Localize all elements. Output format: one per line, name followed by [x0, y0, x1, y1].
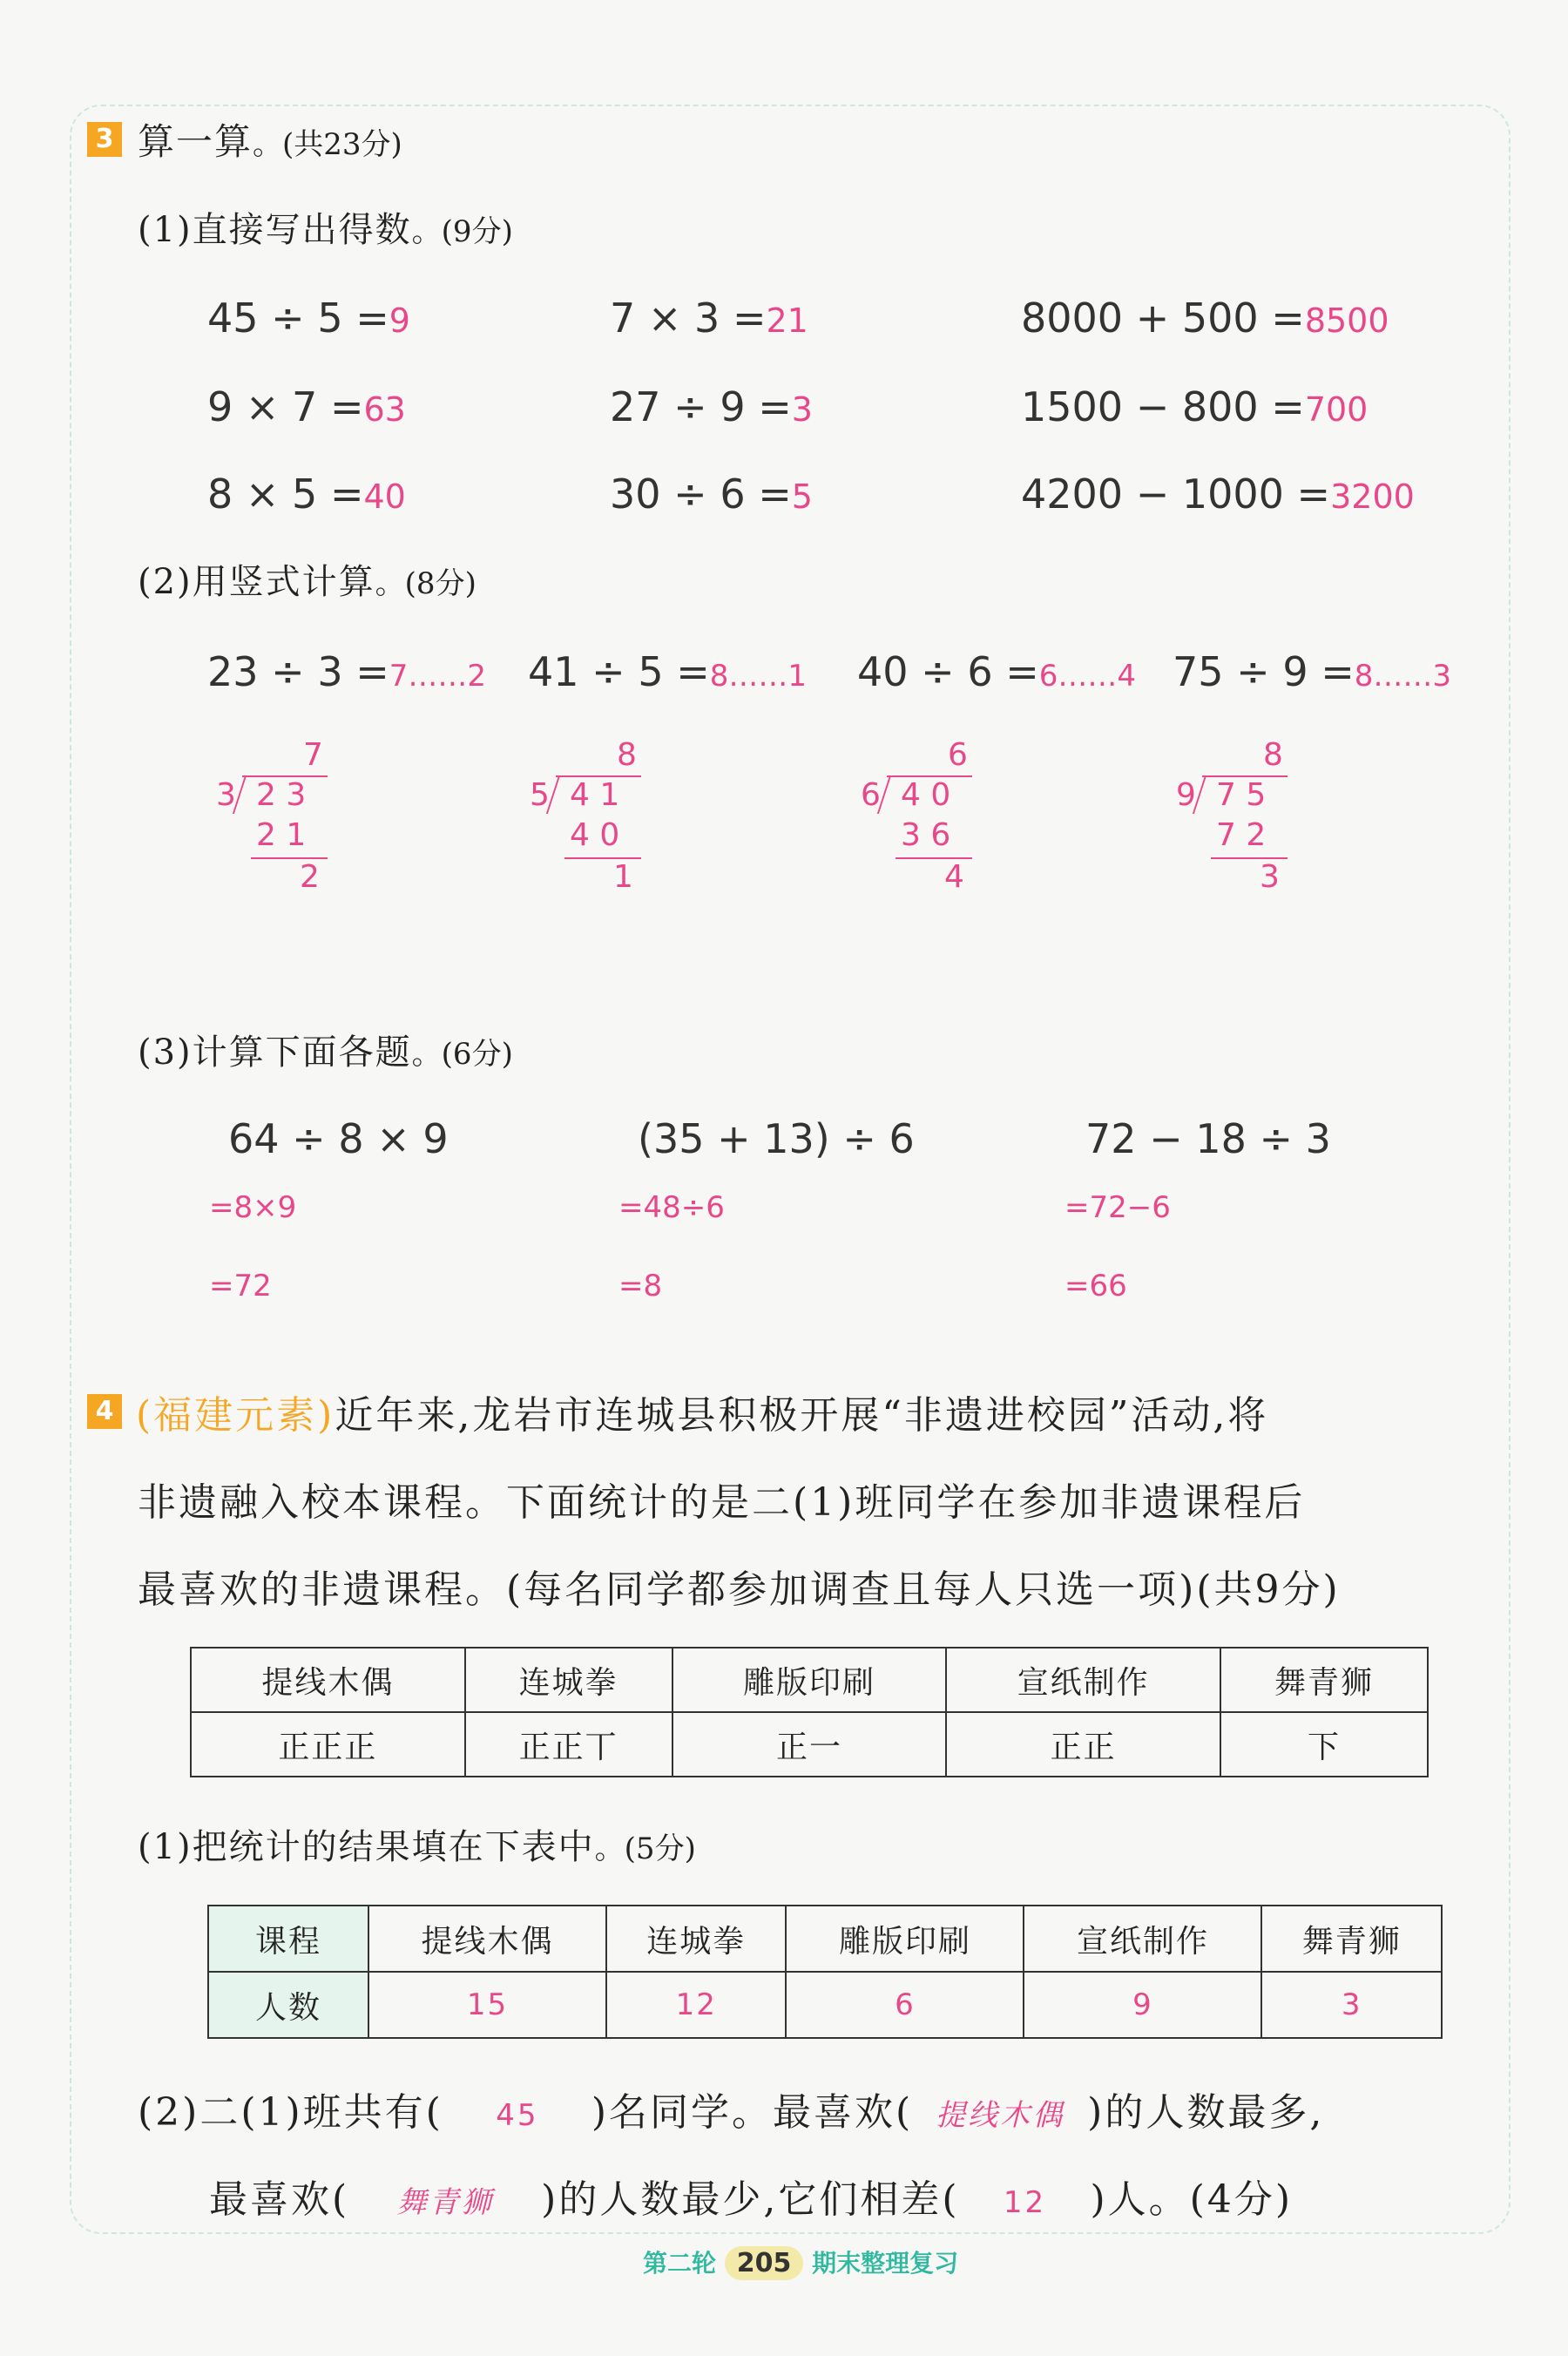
ld-remainder: 2: [300, 859, 320, 895]
page-number: 205: [725, 2246, 804, 2280]
division-question: 75 ÷ 9 =: [1173, 648, 1355, 695]
ld-quotient: 8: [617, 737, 637, 773]
question-1-heading: [138, 1819, 696, 1869]
question-2-line-2: [209, 2168, 1293, 2224]
result-count-row: [208, 1972, 1442, 2038]
tally-header-row: [191, 1648, 1428, 1712]
calc-question: 4200 − 1000 =: [1021, 471, 1331, 518]
calc-answer: 40: [363, 477, 406, 516]
division-question: 41 ÷ 5 =: [528, 648, 710, 695]
expr-1-step-1: =8×9: [209, 1190, 297, 1225]
result-count-cell: 9: [1024, 1972, 1261, 2038]
part-3-points: 。(6分): [411, 1037, 513, 1072]
ld-remainder: 4: [944, 859, 964, 895]
expr-3-step-2: =66: [1064, 1269, 1127, 1303]
calc-item-3: [1021, 294, 1389, 342]
division-item-4: [1173, 648, 1451, 695]
q2-text: (2)二(1)班共有(: [138, 2090, 443, 2135]
ld-product: 4 0: [570, 817, 620, 853]
result-count-cell: 15: [368, 1972, 606, 2038]
division-item-3: [857, 648, 1136, 695]
ld-divisor: 5: [530, 777, 550, 813]
expr-2-question: (35 + 13) ÷ 6: [638, 1115, 915, 1162]
result-course-cell: 连城拳: [606, 1906, 787, 1972]
section-3-badge: 3: [87, 122, 122, 157]
calc-answer: 5: [791, 477, 813, 516]
expr-1-question: 64 ÷ 8 × 9: [228, 1115, 449, 1162]
expr-1-step-2: =72: [209, 1269, 272, 1303]
calc-question: 27 ÷ 9 =: [610, 383, 792, 430]
calc-answer: 63: [363, 390, 406, 429]
q2-text: )的人数最少,它们相差(: [541, 2177, 960, 2222]
part-3-title: (3)计算下面各题: [138, 1032, 412, 1073]
part-1-heading: [138, 202, 513, 252]
section-3-title: [138, 113, 402, 166]
ld-remainder: 3: [1260, 859, 1280, 895]
footer: [643, 2244, 958, 2280]
ld-quotient: 7: [303, 737, 323, 773]
calc-question: 45 ÷ 5 =: [207, 294, 389, 342]
ld-product: 2 1: [256, 817, 307, 853]
ld-dividend: 4 0: [901, 777, 951, 813]
q2-answer-most: 提线木偶: [936, 2098, 1065, 2133]
calc-question: 1500 − 800 =: [1021, 383, 1305, 430]
q2-text: )名同学。最喜欢(: [591, 2090, 914, 2135]
calc-item-5: [610, 383, 813, 430]
division-question: 40 ÷ 6 =: [857, 648, 1039, 695]
expr-3-step-1: =72−6: [1064, 1190, 1171, 1225]
calc-answer: 700: [1304, 390, 1369, 429]
tally-header-cell: 连城拳: [465, 1648, 672, 1712]
part-2-title: (2)用竖式计算: [138, 562, 375, 602]
division-item-1: [207, 648, 486, 695]
calc-answer: 3: [791, 390, 813, 429]
tally-mark-cell: 正正丅: [465, 1712, 672, 1777]
ld-dividend: 4 1: [570, 777, 620, 813]
division-answer: 8……1: [709, 659, 808, 694]
calc-question: 8000 + 500 =: [1021, 294, 1305, 342]
ld-divisor: 6: [861, 777, 881, 813]
part-2-points: 。(8分): [375, 566, 476, 601]
calc-question: 9 × 7 =: [207, 383, 364, 430]
part-2-heading: [138, 554, 476, 604]
section-3-points: 。(共23分): [253, 127, 402, 162]
ld-divisor: 3: [216, 777, 236, 813]
tally-header-cell: 宣纸制作: [946, 1648, 1220, 1712]
ld-product: 7 2: [1216, 817, 1267, 853]
ld-quotient: 6: [948, 737, 968, 773]
expr-3-question: 72 − 18 ÷ 3: [1085, 1115, 1331, 1162]
part-1-points: 。(9分): [411, 214, 513, 249]
calc-answer: 3200: [1330, 477, 1415, 516]
ld-product: 3 6: [901, 817, 951, 853]
result-count-cell: 6: [786, 1972, 1024, 2038]
footer-round: 第二轮: [643, 2249, 717, 2278]
long-division-1: [213, 737, 352, 894]
result-course-cell: 提线木偶: [368, 1906, 606, 1972]
section-4-line-3: 最喜欢的非遗课程。(每名同学都参加调查且每人只选一项)(共9分): [138, 1567, 1341, 1612]
result-table: [207, 1905, 1443, 2039]
section-4-badge: 4: [87, 1394, 122, 1429]
result-course-cell: 舞青狮: [1261, 1906, 1442, 1972]
section-4-line-1: [136, 1384, 1268, 1439]
expr-2-step-1: =48÷6: [618, 1190, 725, 1225]
calc-item-6: [1021, 383, 1368, 430]
part-3-heading: [138, 1025, 513, 1074]
division-answer: 6……4: [1038, 659, 1137, 694]
calc-item-8: [610, 471, 813, 518]
ld-remainder: 1: [613, 859, 633, 895]
division-answer: 8……3: [1354, 659, 1452, 694]
question-2-line-1: [138, 2081, 1324, 2136]
calc-item-4: [207, 383, 406, 430]
calc-answer: 8500: [1304, 301, 1389, 340]
result-course-cell: 雕版印刷: [786, 1906, 1024, 1972]
result-count-cell: 12: [606, 1972, 787, 2038]
question-1-title: (1)把统计的结果填在下表中: [138, 1827, 595, 1867]
tally-header-cell: 舞青狮: [1220, 1648, 1428, 1712]
result-row-label: 课程: [208, 1906, 368, 1972]
calc-item-9: [1021, 471, 1415, 518]
q2-text: 最喜欢(: [209, 2177, 350, 2222]
q2-text: )的人数最多,: [1087, 2090, 1325, 2135]
tally-mark-cell: 下: [1220, 1712, 1428, 1777]
long-division-3: [857, 737, 997, 894]
section-3-title-text: 算一算: [138, 120, 253, 163]
calc-answer: 21: [766, 301, 808, 340]
division-question: 23 ÷ 3 =: [207, 648, 389, 695]
section-4-line-2: 非遗融入校本课程。下面统计的是二(1)班同学在参加非遗课程后: [138, 1480, 1306, 1525]
division-answer: 7……2: [389, 659, 487, 694]
footer-title: 期末整理复习: [812, 2249, 959, 2278]
section-4-line-1-text: 近年来,龙岩市连城县积极开展“非遗进校园”活动,将: [335, 1393, 1269, 1438]
ld-quotient: 8: [1263, 737, 1283, 773]
calc-item-7: [207, 471, 406, 518]
result-course-row: [208, 1906, 1442, 1972]
tally-mark-row: [191, 1712, 1428, 1777]
tally-header-cell: 雕版印刷: [672, 1648, 947, 1712]
result-row-label: 人数: [208, 1972, 368, 2038]
part-1-title: (1)直接写出得数: [138, 210, 412, 250]
tally-mark-cell: 正正: [946, 1712, 1220, 1777]
tally-mark-cell: 正一: [672, 1712, 947, 1777]
question-1-points: 。(5分): [594, 1831, 696, 1866]
result-count-cell: 3: [1261, 1972, 1442, 2038]
calc-item-2: [610, 294, 808, 342]
ld-dividend: 7 5: [1216, 777, 1267, 813]
tally-header-cell: 提线木偶: [191, 1648, 465, 1712]
long-division-2: [526, 737, 666, 894]
q2-answer-least: 舞青狮: [396, 2185, 494, 2220]
calc-answer: 9: [389, 301, 410, 340]
calc-question: 7 × 3 =: [610, 294, 767, 342]
expr-2-step-2: =8: [618, 1269, 663, 1303]
calc-question: 30 ÷ 6 =: [610, 471, 792, 518]
result-course-cell: 宣纸制作: [1024, 1906, 1261, 1972]
calc-question: 8 × 5 =: [207, 471, 364, 518]
q2-answer-total: 45: [496, 2098, 539, 2133]
q2-answer-diff: 12: [1003, 2185, 1047, 2220]
tally-mark-cell: 正正正: [191, 1712, 465, 1777]
calc-item-1: [207, 294, 410, 342]
section-4-tag: (福建元素): [136, 1393, 335, 1438]
ld-divisor: 9: [1176, 777, 1196, 813]
division-item-2: [528, 648, 807, 695]
q2-text: )人。(4分): [1090, 2177, 1293, 2222]
long-division-4: [1173, 737, 1312, 894]
tally-table: [190, 1647, 1429, 1777]
ld-dividend: 2 3: [256, 777, 307, 813]
